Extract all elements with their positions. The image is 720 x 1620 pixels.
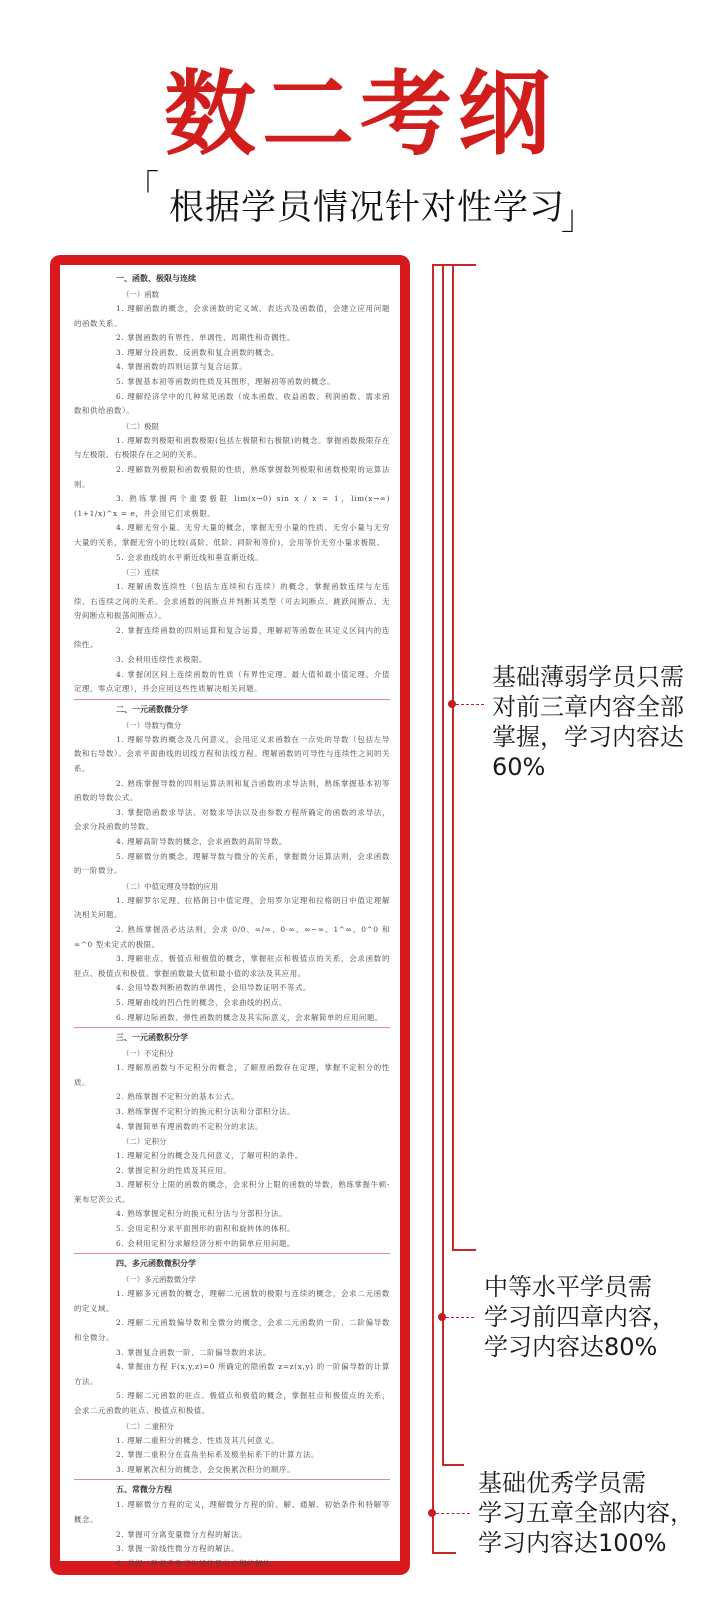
section-title: （二）二重积分	[122, 1421, 174, 1431]
syllabus-item: 2. 理解数列极限和函数极限的性质，熟练掌握数列极限和函数极限的运算法则。	[74, 464, 390, 489]
bracket-cap-top-60	[452, 264, 476, 266]
syllabus-item: 4. 熟练掌握定积分的换元积分法与分部积分法。	[116, 1209, 288, 1219]
section-title: （三）连续	[122, 568, 159, 578]
syllabus-item: 1. 理解二重积分的概念、性质及其几何意义。	[116, 1435, 280, 1445]
syllabus-item: 3. 会利用连续性求极限。	[116, 655, 208, 665]
syllabus-item: 5. 理解微分的概念，理解导数与微分的关系，掌握微分运算法则，会求函数的一阶微分。	[74, 851, 390, 876]
syllabus-item: 5. 理解曲线的凹凸性的概念，会求曲线的拐点。	[116, 997, 288, 1007]
syllabus-item: 3. 理解驻点、极值点和极值的概念，掌握驻点和极值点的关系，会求函数的驻点、极值点和极值。掌握函数最大值和最小值的求法及其应用。	[74, 954, 390, 978]
leader-dash-80	[446, 1317, 474, 1318]
bracket-line-60	[452, 264, 454, 1251]
chapter	[74, 271, 390, 700]
syllabus-item: 3. 掌握一阶线性微分方程的解法。	[116, 1544, 240, 1554]
syllabus-item: 5. 会求曲线的水平渐近线和垂直渐近线。	[116, 552, 264, 562]
syllabus-frame	[50, 255, 410, 1575]
chapter-title: 五、常微分方程	[116, 1485, 172, 1495]
section-title: （二）中值定理及导数的应用	[122, 881, 219, 891]
page-title: 数二考纲	[163, 61, 556, 168]
syllabus-item: 3. 掌握隐函数求导法、对数求导法以及由参数方程所确定的函数的求导法，会求分段函数的导数。	[74, 807, 390, 832]
syllabus-item: 1. 理解原函数与不定积分的概念，了解原函数存在定理，掌握不定积分的性质。	[74, 1063, 390, 1087]
chapter-title: 三、一元函数积分学	[116, 1033, 188, 1043]
syllabus-item: 2. 掌握二重积分在直角坐标系及极坐标系下的计算方法。	[116, 1450, 319, 1460]
syllabus-item: 4. 掌握二阶常系数齐次线性微分方程的解法。	[116, 1558, 280, 1568]
annotation-line: 60%	[492, 753, 546, 781]
syllabus-item: 1. 理解导数的概念及几何意义，会用定义求函数在一点处的导数（包括左导数和右导数）。会求平面曲线的切线方程和法线方程。理解函数的可导性与连续性之间的关系。	[74, 734, 390, 774]
syllabus-item: 1. 理解函数连续性（包括左连续和右连续）的概念，掌握函数连续与左连续、右连续之间的关系。会求函数的间断点并判断其类型（可去间断点、跳跃间断点、无穷间断点和振荡间断点）。	[74, 582, 390, 621]
annotation-line: 学习内容达100%	[478, 1529, 667, 1557]
syllabus-item: 4. 会用导数判断函数的单调性，会用导数证明不等式。	[116, 983, 311, 993]
syllabus-item: 3. 理解累次积分的概念，会交换累次积分的顺序。	[116, 1464, 296, 1474]
chapter	[74, 702, 390, 1028]
syllabus-item: 4. 掌握简单有理函数的不定积分的求法。	[116, 1121, 264, 1131]
marker-dot-60	[448, 700, 456, 708]
syllabus-item: 1. 理解罗尔定理、拉格朗日中值定理，会用罗尔定理和拉格朗日中值定理解决相关问题。	[74, 895, 390, 920]
syllabus-item: 2. 熟练掌握洛必达法则，会求 0/0、∞/∞、0·∞、∞−∞、1^∞、0^0 和 ∞^0 型未定式的极限。	[74, 924, 390, 949]
syllabus-item: 5. 理解二元函数的驻点、极值点和极值的概念，掌握驻点和极值点的关系，会求二元函数的驻点、极值点和极值。	[74, 1391, 390, 1415]
annotation-line: 基础薄弱学员只需	[492, 663, 684, 691]
chapter-title: 四、多元函数微积分学	[116, 1259, 196, 1269]
syllabus-item: 6. 理解边际函数、弹性函数的概念及其实际意义，会求解简单的应用问题。	[116, 1012, 383, 1022]
syllabus-item: 6. 理解经济学中的几种常见函数（成本函数、收益函数、利润函数、需求函数和供给函数）。	[74, 391, 390, 416]
syllabus-item: 2. 熟练掌握不定积分的基本公式。	[116, 1092, 240, 1102]
section-title: （一）多元函数微分学	[122, 1275, 196, 1285]
chapter-title: 一、函数、极限与连续	[116, 274, 196, 283]
marker-dot-100	[428, 1509, 436, 1517]
annotation-line: 学习五章全部内容，	[478, 1499, 694, 1527]
syllabus-item: 6. 会利用定积分求解经济分析中的简单应用问题。	[116, 1238, 296, 1248]
leader-dash-60	[456, 704, 484, 705]
syllabus-item: 5. 会用定积分求平面图形的面积和旋转体的体积。	[116, 1224, 296, 1234]
marker-dot-80	[438, 1313, 446, 1321]
syllabus-item: 5. 掌握基本初等函数的性质及其图形，理解初等函数的概念。	[116, 376, 335, 386]
syllabus-item: 3. 熟练掌握两个重要极限 lim(x→0) sin x / x = 1，lim(x→∞)(1+1/x)^x = e，并会用它们求极限。	[74, 494, 390, 518]
syllabus-item: 4. 掌握函数的四则运算与复合运算。	[116, 362, 248, 372]
annotation-line: 学习前四章内容，	[484, 1303, 676, 1331]
syllabus-item: 4. 理解高阶导数的概念，会求函数的高阶导数。	[116, 837, 288, 846]
syllabus-item: 3. 掌握复合函数一阶、二阶偏导数的求法。	[116, 1347, 272, 1357]
corner-bracket-open: 「	[125, 168, 159, 208]
section-title: （一）函数	[122, 290, 159, 299]
annotation-80	[484, 1272, 676, 1362]
section-title: （一）不定积分	[122, 1049, 174, 1059]
syllabus-item: 2. 掌握函数的有界性、单调性、周期性和奇偶性。	[116, 333, 296, 343]
syllabus-item: 3. 熟练掌握不定积分的换元积分法和分部积分法。	[116, 1106, 296, 1116]
section-title: （二）极限	[122, 421, 159, 431]
bracket-cap-bottom-60	[452, 1249, 476, 1251]
annotation-100	[478, 1468, 694, 1558]
chapter	[74, 1482, 390, 1573]
corner-bracket-close: 」	[561, 198, 595, 238]
syllabus-item: 4. 掌握闭区间上连续函数的性质（有界性定理、最大值和最小值定理、介值定理、零点定理），并会应用这些性质解决相关问题。	[74, 669, 390, 694]
leader-dash-100	[436, 1513, 470, 1514]
bracket-line-80	[442, 264, 444, 1466]
subtitle-block	[125, 160, 595, 238]
syllabus-item: 2. 掌握定积分的性质及其应用。	[116, 1165, 232, 1175]
chapter-title: 二、一元函数微分学	[116, 704, 188, 714]
syllabus-item: 1. 理解微分方程的定义，理解微分方程的阶、解、通解、初始条件和特解等概念。	[74, 1500, 390, 1524]
section-title: （二）定积分	[122, 1137, 167, 1147]
annotation-line: 中等水平学员需	[484, 1273, 652, 1301]
syllabus-item: 1. 理解函数的概念，会求函数的定义域、表达式及函数值，会建立应用问题的函数关系。	[74, 304, 390, 328]
syllabus-item: 3. 理解分段函数、反函数和复合函数的概念。	[116, 347, 280, 357]
syllabus-item: 2. 熟练掌握导数的四则运算法则和复合函数的求导法则，熟练掌握基本初等函数的导数公式。	[74, 778, 390, 803]
syllabus-item: 1. 理解多元函数的概念，理解二元函数的极限与连续的概念，会求二元函数的定义域。	[74, 1289, 390, 1313]
bracket-cap-bottom-100	[432, 1552, 456, 1554]
syllabus-item: 4. 掌握由方程 F(x,y,z)=0 所确定的隐函数 z=z(x,y) 的一阶偏导数的计算方法。	[74, 1362, 390, 1386]
syllabus-item: 2. 理解二元函数偏导数和全微分的概念，会求二元函数的一阶、二阶偏导数和全微分。	[74, 1318, 390, 1343]
annotation-line: 对前三章内容全部	[492, 693, 684, 721]
chapter	[74, 1030, 390, 1254]
subtitle: 根据学员情况针对性学习	[169, 188, 566, 228]
annotation-60	[492, 662, 684, 782]
syllabus-item: 2. 掌握可分离变量微分方程的解法。	[116, 1529, 248, 1539]
chapter	[74, 1256, 390, 1480]
syllabus-item: 1. 理解定积分的概念及几何意义，了解可积的条件。	[116, 1151, 303, 1161]
bracket-line-100	[432, 264, 434, 1554]
annotation-line: 基础优秀学员需	[478, 1469, 646, 1497]
annotation-line: 掌握，学习内容达	[492, 723, 684, 751]
syllabus-document	[60, 265, 400, 1568]
section-title: （一）导数与微分	[122, 720, 182, 730]
syllabus-item: 4. 理解无穷小量、无穷大量的概念，掌握无穷小量的性质、无穷小量与无穷大量的关系，掌握无穷小的比较(高阶、低阶、同阶和等价)，会用等价无穷小量求极限。	[74, 523, 390, 547]
annotation-line: 学习内容达80%	[484, 1333, 658, 1361]
syllabus-item: 3. 理解积分上限的函数的概念，会求积分上限的函数的导数，熟练掌握牛顿-莱布尼茨公式。	[74, 1180, 390, 1204]
syllabus-item: 1. 理解数列极限和函数极限(包括左极限和右极限)的概念。掌握函数极限存在与左极限、右极限存在之间的关系。	[74, 435, 390, 460]
bracket-cap-bottom-80	[442, 1464, 464, 1466]
syllabus-item: 2. 掌握连续函数的四则运算和复合运算，理解初等函数在其定义区间内的连续性。	[74, 625, 390, 650]
